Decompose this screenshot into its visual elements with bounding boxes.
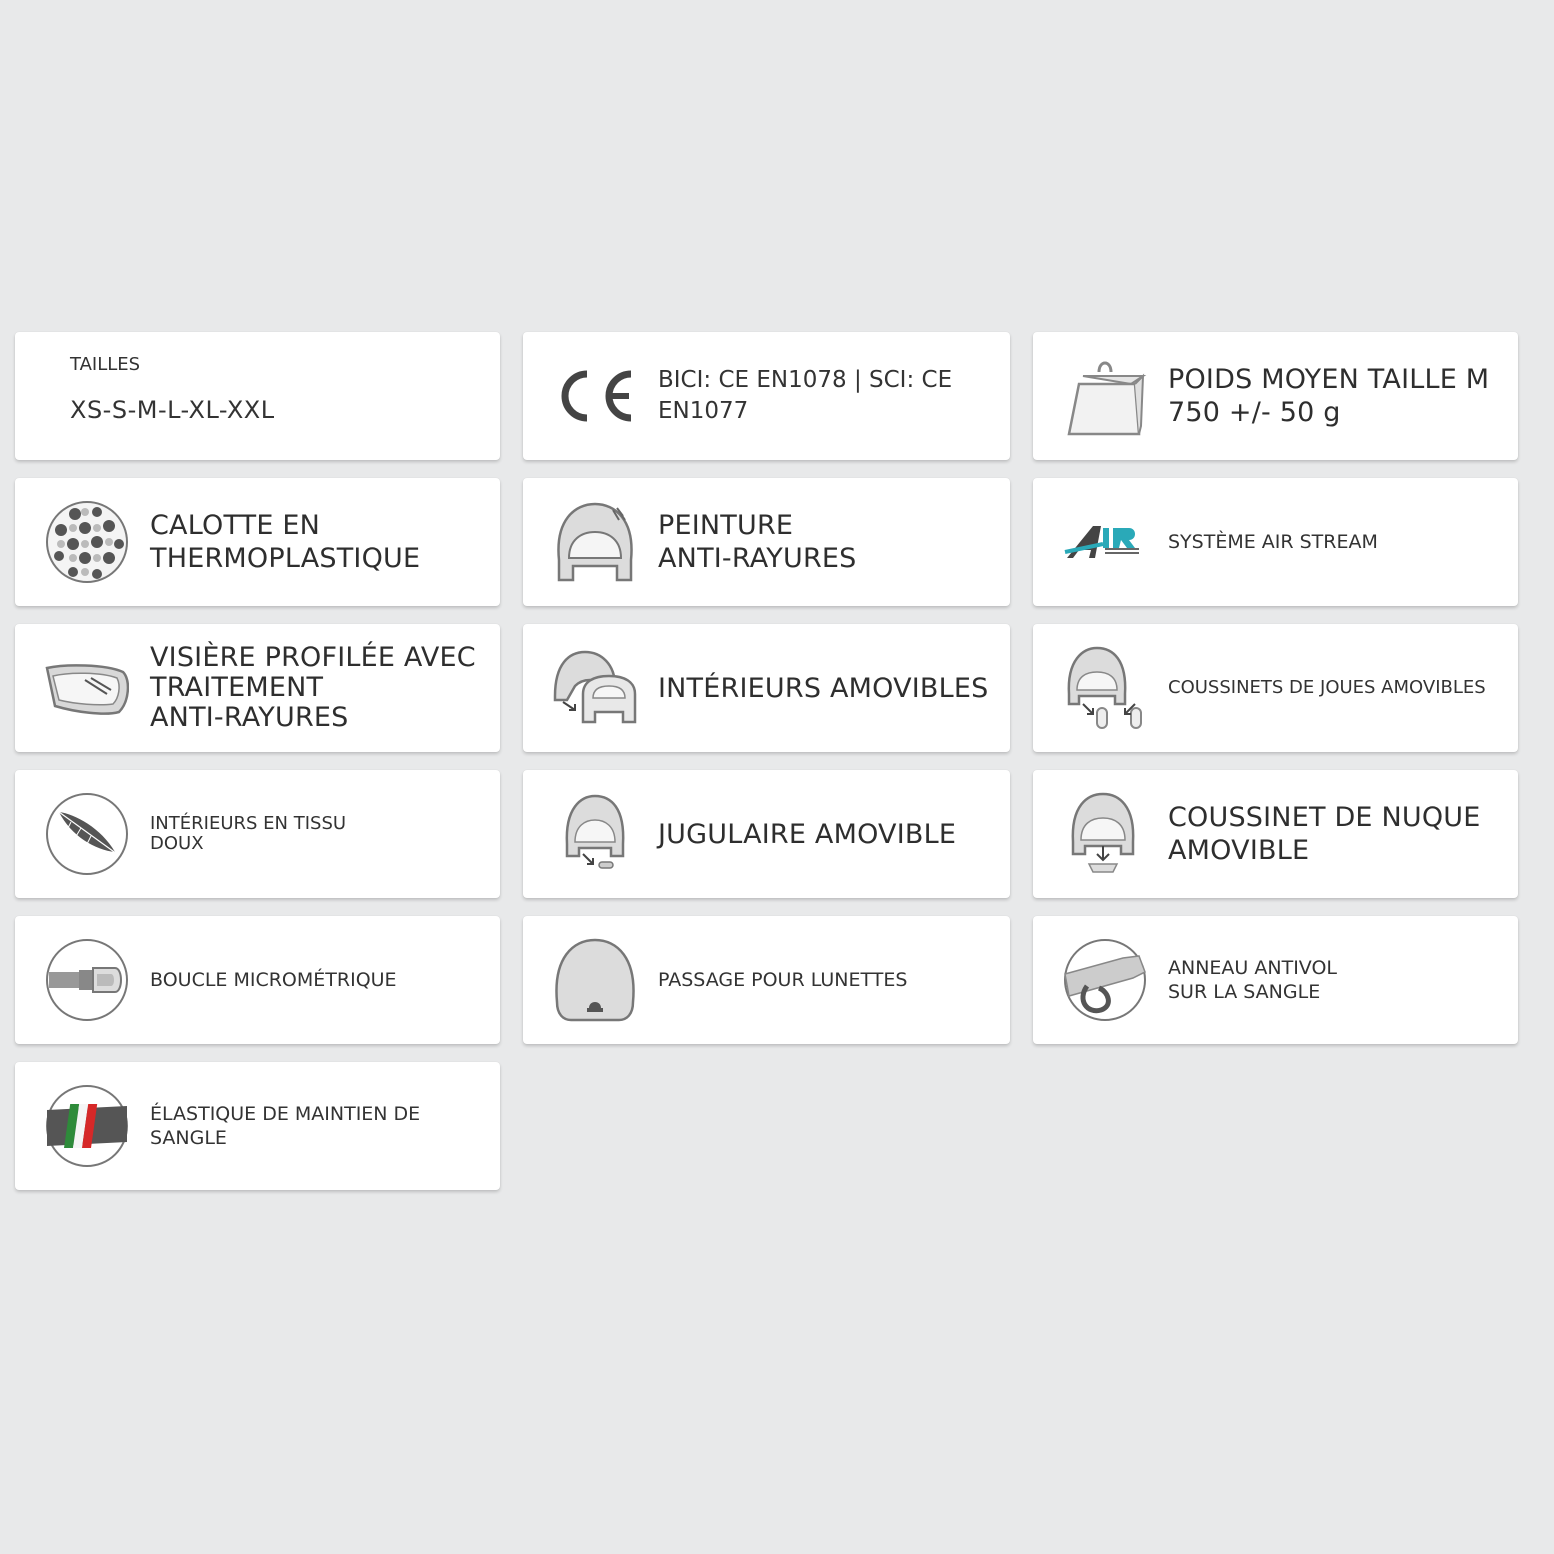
- visiere-line-2: TRAITEMENT: [150, 672, 324, 703]
- card-lunettes: [523, 916, 1010, 1044]
- card-anneau: [1033, 916, 1518, 1044]
- peinture-line-2: ANTI-RAYURES: [658, 543, 857, 574]
- interieurs-label: INTÉRIEURS AMOVIBLES: [658, 672, 989, 704]
- ce-line-2: EN1077: [658, 398, 749, 424]
- elastique-label: ÉLASTIQUE DE MAINTIEN DE SANGLE: [150, 1103, 421, 1149]
- peinture-line-1: PEINTURE: [658, 510, 794, 541]
- card-peinture: [523, 478, 1010, 606]
- anneau-line-1: ANNEAU ANTIVOL: [1168, 957, 1337, 979]
- card-nuque: [1033, 770, 1518, 898]
- card-ce-certification: [523, 332, 1010, 460]
- ce-mark-icon: [553, 354, 637, 438]
- strap-elastic-icon: [45, 1084, 129, 1168]
- weight-icon: [1063, 354, 1147, 438]
- micrometric-buckle-icon: [45, 938, 129, 1022]
- neck-pad-icon: [1063, 792, 1147, 876]
- jugulaire-label: JUGULAIRE AMOVIBLE: [658, 818, 957, 850]
- card-interieurs-amovibles: [523, 624, 1010, 752]
- card-elastique: [15, 1062, 500, 1190]
- coussinets-label: COUSSINETS DE JOUES AMOVIBLES: [1168, 677, 1486, 698]
- anneau-line-2: SUR LA SANGLE: [1168, 981, 1321, 1003]
- air-stream-logo: [1063, 500, 1147, 584]
- tissu-line-1: INTÉRIEURS EN TISSU: [150, 813, 347, 834]
- feather-icon: [45, 792, 129, 876]
- card-coussinets: [1033, 624, 1518, 752]
- calotte-line-2: THERMOPLASTIQUE: [150, 543, 421, 574]
- anti-theft-ring-icon: [1063, 938, 1147, 1022]
- tailles-value: XS-S-M-L-XL-XXL: [70, 396, 275, 424]
- calotte-line-1: CALOTTE EN: [150, 510, 321, 541]
- helmet-scratch-icon: [553, 500, 637, 584]
- air-stream-label: SYSTÈME AIR STREAM: [1168, 531, 1378, 553]
- cheek-pads-icon: [1063, 646, 1147, 730]
- poids-line-1: POIDS MOYEN TAILLE M: [1168, 364, 1490, 395]
- card-poids: [1033, 332, 1518, 460]
- visor-icon: [45, 646, 129, 730]
- poids-line-2: 750 +/- 50 g: [1168, 397, 1341, 428]
- card-boucle: [15, 916, 500, 1044]
- card-tailles: [15, 332, 500, 460]
- nuque-line-2: AMOVIBLE: [1168, 835, 1310, 866]
- lunettes-label: PASSAGE POUR LUNETTES: [658, 969, 908, 991]
- card-calotte: [15, 478, 500, 606]
- tailles-label: TAILLES: [70, 354, 141, 375]
- card-jugulaire: [523, 770, 1010, 898]
- thermoplastic-shell-icon: [45, 500, 129, 584]
- boucle-label: BOUCLE MICROMÉTRIQUE: [150, 969, 397, 991]
- ce-line-1: BICI: CE EN1078 | SCI: CE: [658, 367, 953, 393]
- chin-strap-icon: [553, 792, 637, 876]
- card-visiere: [15, 624, 500, 752]
- card-tissu-doux: [15, 770, 500, 898]
- removable-liner-icon: [553, 646, 637, 730]
- visiere-line-1: VISIÈRE PROFILÉE AVEC: [150, 642, 476, 673]
- visiere-line-3: ANTI-RAYURES: [150, 702, 349, 733]
- goggle-passage-icon: [553, 938, 637, 1022]
- nuque-line-1: COUSSINET DE NUQUE: [1168, 802, 1481, 833]
- tissu-line-2: DOUX: [150, 833, 204, 854]
- card-air-stream: [1033, 478, 1518, 606]
